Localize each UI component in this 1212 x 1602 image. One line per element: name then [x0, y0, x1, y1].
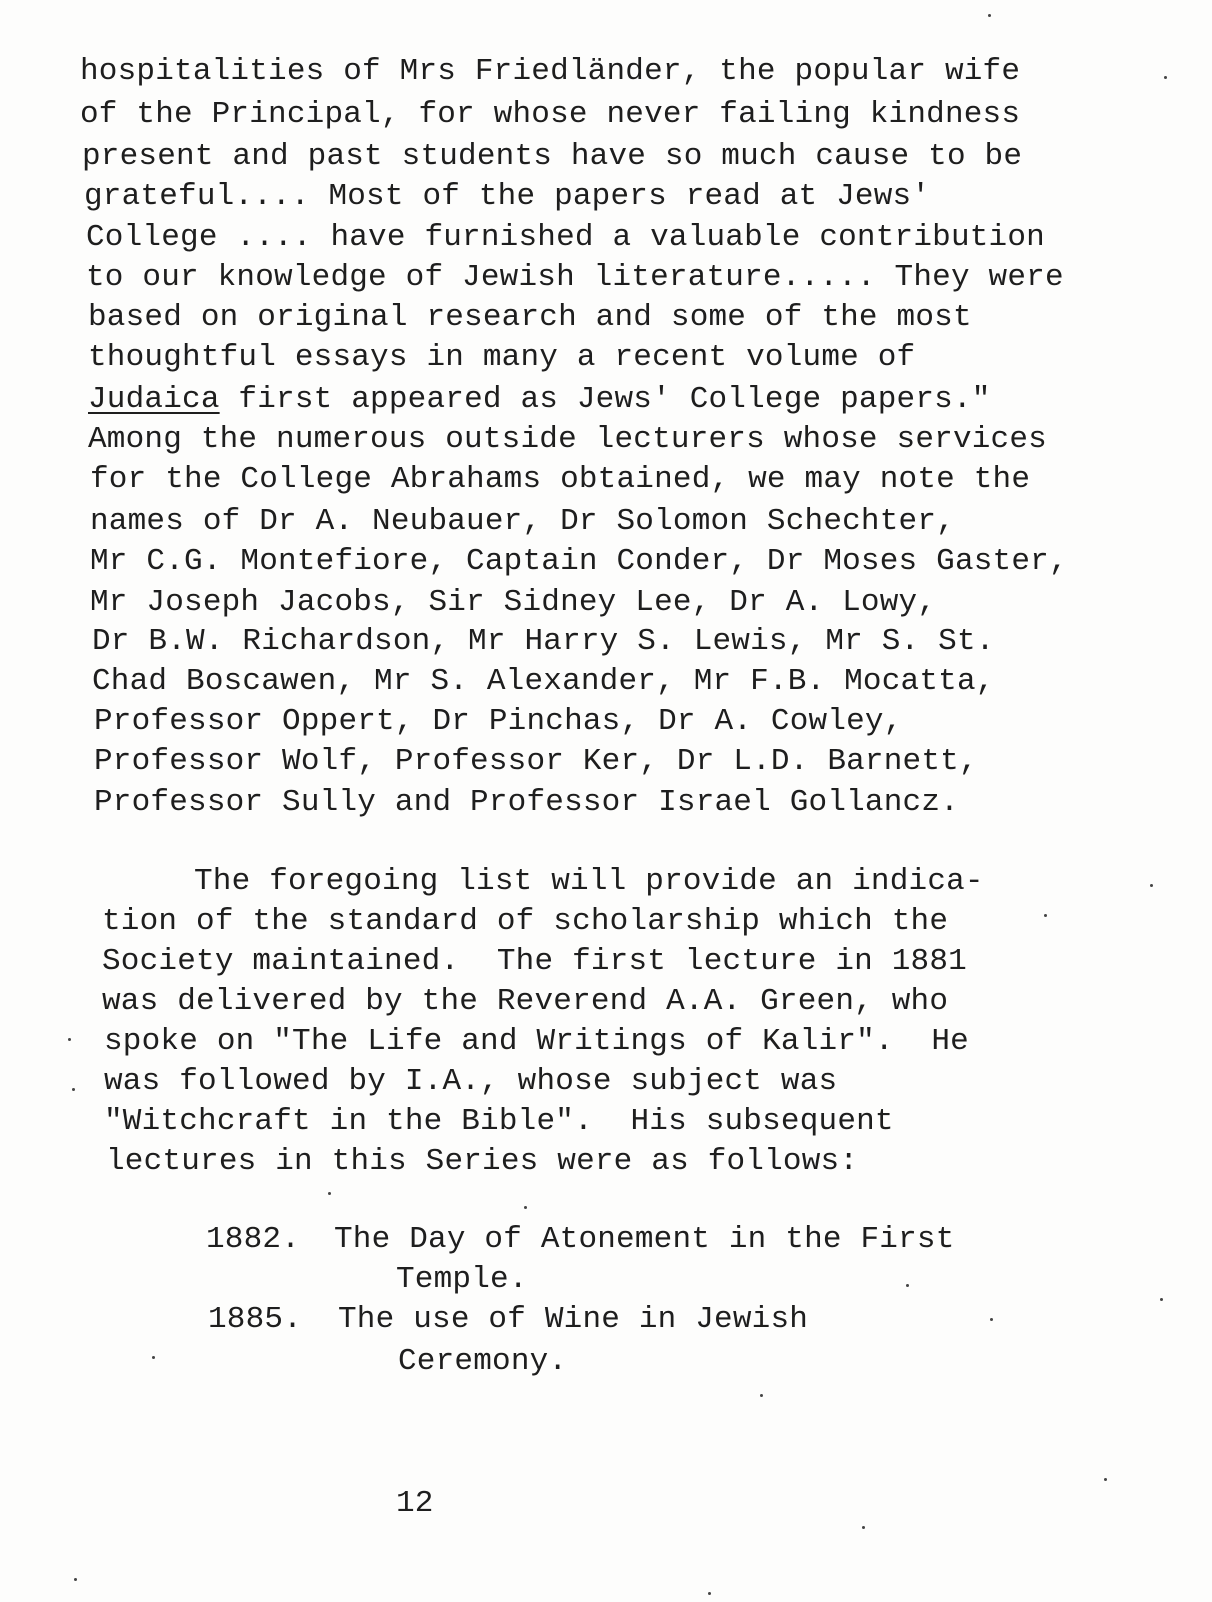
scan-speck	[1150, 884, 1153, 887]
text-line: Chad Boscawen, Mr S. Alexander, Mr F.B. Mocatta,	[92, 664, 995, 699]
text-line: spoke on "The Life and Writings of Kalir". He	[104, 1024, 969, 1059]
lecture-year: 1882.	[206, 1222, 301, 1257]
scan-speck	[1104, 1478, 1107, 1481]
text-line: "Witchcraft in the Bible". His subsequent	[104, 1104, 894, 1139]
lecture-title-continued: Ceremony.	[398, 1344, 568, 1379]
scan-speck	[152, 1356, 155, 1359]
text-line: College .... have furnished a valuable contribution	[86, 220, 1045, 255]
text-line: Mr C.G. Montefiore, Captain Conder, Dr Moses Gaster,	[90, 544, 1068, 579]
underlined-title: Judaica	[88, 382, 220, 417]
scan-speck	[72, 1088, 75, 1091]
scan-speck	[524, 1206, 527, 1209]
scan-speck	[862, 1526, 865, 1529]
text-line: The foregoing list will provide an indica-	[194, 864, 984, 899]
text-line: Dr B.W. Richardson, Mr Harry S. Lewis, Mr S. St.	[92, 624, 995, 659]
scan-speck	[708, 1592, 711, 1595]
scan-speck	[74, 1578, 77, 1581]
text-line: Professor Wolf, Professor Ker, Dr L.D. Barnett,	[94, 744, 978, 779]
text-line: lectures in this Series were as follows:	[106, 1144, 859, 1179]
scan-speck	[988, 14, 991, 17]
lecture-year: 1885.	[208, 1302, 303, 1337]
scan-speck	[1164, 76, 1167, 79]
scan-speck	[68, 1038, 71, 1041]
text-line: thoughtful essays in many a recent volume of	[88, 340, 916, 375]
lecture-title: The use of Wine in Jewish	[338, 1302, 809, 1337]
scan-speck	[990, 1318, 993, 1321]
text-line: based on original research and some of the most	[88, 300, 972, 335]
scan-speck	[760, 1394, 763, 1397]
text-line: of the Principal, for whose never failing kindness	[80, 97, 1021, 132]
text-line: Mr Joseph Jacobs, Sir Sidney Lee, Dr A. Lowy,	[90, 585, 937, 620]
text-line: present and past students have so much cause to be	[82, 139, 1023, 174]
scan-speck	[1160, 1298, 1163, 1301]
text-line: Society maintained. The first lecture in 1881	[102, 944, 967, 979]
page-number: 12	[396, 1486, 434, 1521]
text-line: for the College Abrahams obtained, we may note the	[90, 462, 1031, 497]
text-line: Professor Oppert, Dr Pinchas, Dr A. Cowley,	[94, 704, 903, 739]
scan-speck	[906, 1284, 909, 1287]
text-line: hospitalities of Mrs Friedländer, the popular wife	[80, 54, 1021, 89]
text-line: tion of the standard of scholarship which the	[102, 904, 949, 939]
text-fragment: first appeared as Jews' College papers."	[219, 382, 991, 417]
text-line	[88, 380, 991, 420]
text-line: names of Dr A. Neubauer, Dr Solomon Schechter,	[90, 504, 955, 539]
text-line: Professor Sully and Professor Israel Gollancz.	[94, 785, 959, 820]
text-line: was followed by I.A., whose subject was	[104, 1064, 838, 1099]
lecture-title-continued: Temple.	[396, 1262, 528, 1297]
text-line: Among the numerous outside lecturers whose services	[88, 422, 1047, 457]
text-line: grateful.... Most of the papers read at Jews'	[84, 179, 931, 214]
text-line: was delivered by the Reverend A.A. Green, who	[102, 984, 949, 1019]
scan-speck	[328, 1192, 331, 1195]
lecture-title: The Day of Atonement in the First	[334, 1222, 955, 1257]
text-line: to our knowledge of Jewish literature..... They were	[86, 260, 1064, 295]
scan-speck	[1044, 914, 1047, 917]
